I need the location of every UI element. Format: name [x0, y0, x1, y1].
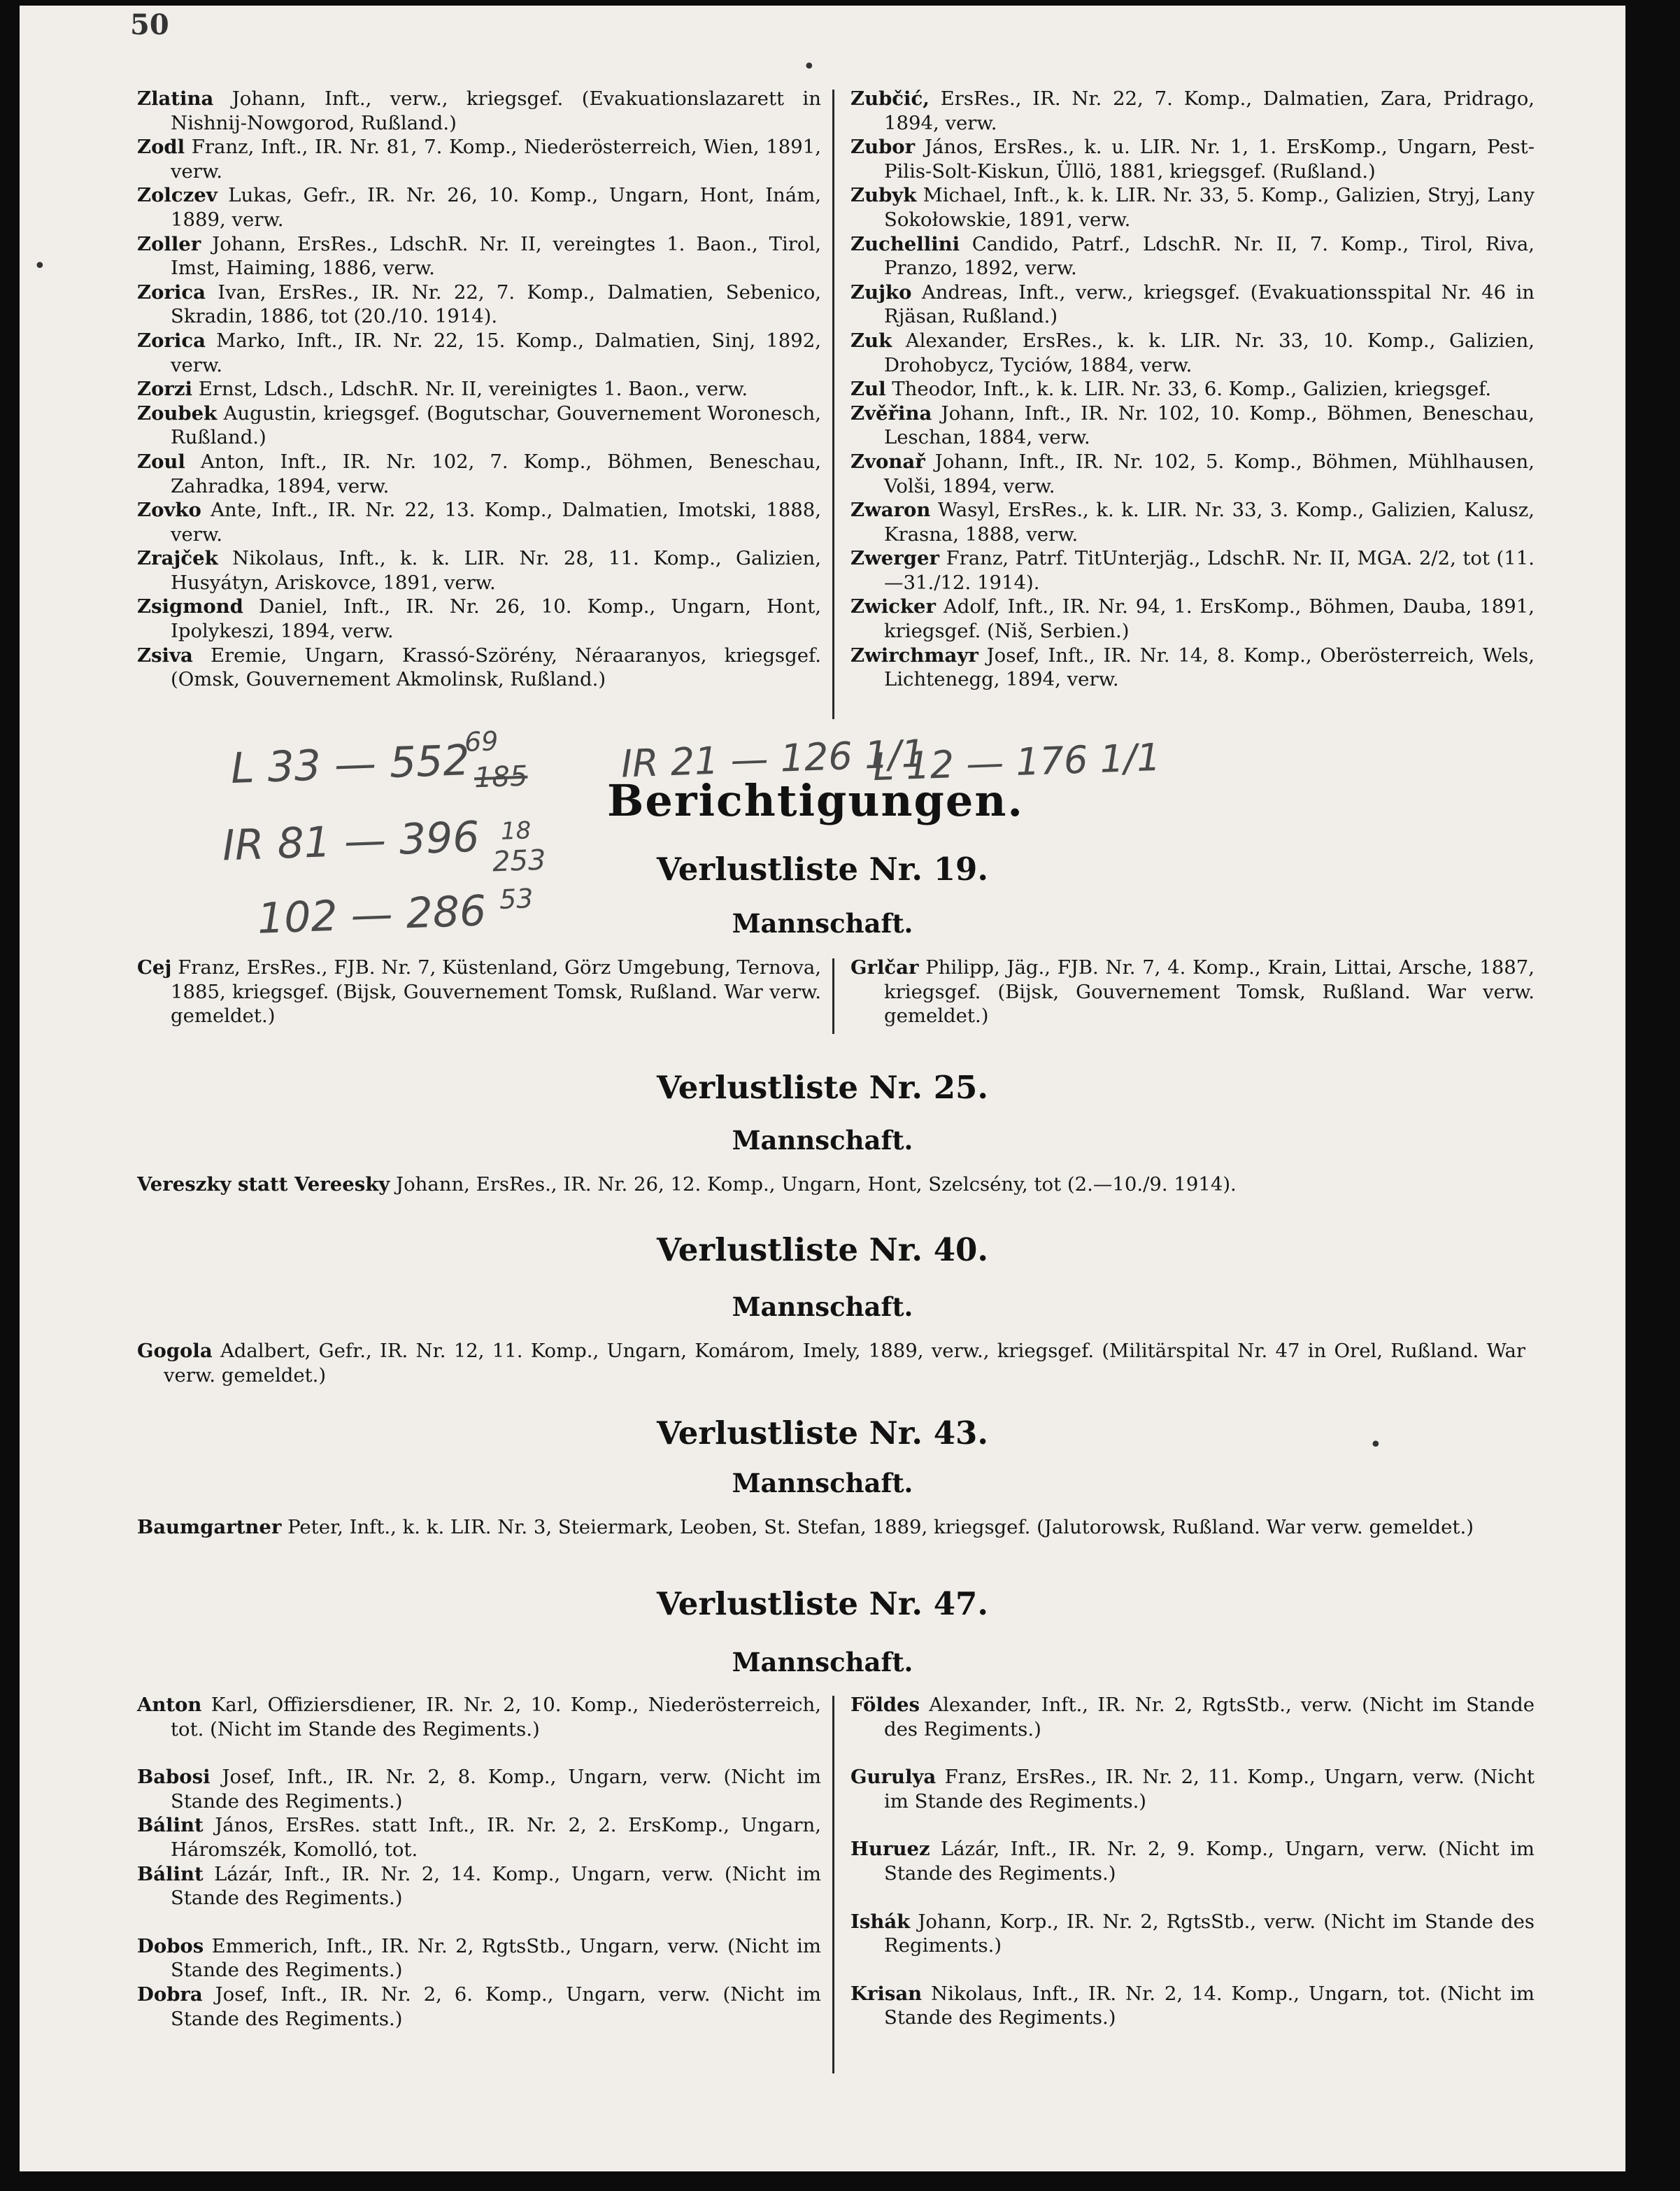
entry-text: Anton, Inft., IR. Nr. 102, 7. Komp., Böhmen, Beneschau, Zahradka, 1894, verw.	[171, 450, 822, 497]
entry-text: Philipp, Jäg., FJB. Nr. 7, 4. Komp., Krain, Littai, Arsche, 1887, kriegsgef. (Bijsk, Gouvernement Tomsk, Rußland. War verw. gemeldet.)	[884, 956, 1535, 1028]
entry-text: Candido, Patrf., LdschR. Nr. II, 7. Komp., Tirol, Riva, Pranzo, 1892, verw.	[884, 232, 1535, 280]
entry-text: Johann, ErsRes., IR. Nr. 26, 12. Komp., Ungarn, Hont, Szelcsény, tot (2.—10./9. 1914).	[396, 1173, 1237, 1196]
entry-text: Johann, Korp., IR. Nr. 2, RgtsStb., verw. (Nicht im Stande des Regiments.)	[884, 1910, 1535, 1957]
list-item	[850, 183, 1535, 232]
entry-text: Alexander, Inft., IR. Nr. 2, RgtsStb., verw. (Nicht im Stande des Regiments.)	[884, 1694, 1535, 1740]
section-title: Verlustliste Nr. 40.	[657, 1231, 988, 1268]
entry-text: Ivan, ErsRes., IR. Nr. 22, 7. Komp., Dalmatien, Sebenico, Skradin, 1886, tot (20./10. 1914).	[171, 281, 821, 328]
list-item	[850, 595, 1535, 643]
entry-text: Alexander, ErsRes., k. k. LIR. Nr. 33, 10. Komp., Galizien, Drohobycz, Tyciów, 1884, verw.	[884, 329, 1535, 376]
entry-text: Lázár, Inft., IR. Nr. 2, 14. Komp., Ungarn, verw. (Nicht im Stande des Regiments.)	[171, 1862, 821, 1910]
entry-name: Zoul	[137, 450, 185, 473]
entry-name: Zwerger	[850, 547, 939, 570]
entry-name: Krisan	[850, 1982, 923, 2005]
entry-text: Nikolaus, Inft., k. k. LIR. Nr. 28, 11. Komp., Galizien, Husyátyn, Ariskovce, 1891, verw.	[171, 547, 822, 594]
entry-name: Zrajček	[137, 547, 218, 570]
list-item	[137, 956, 821, 1028]
entry-name: Földes	[850, 1694, 920, 1716]
list-item	[137, 1765, 821, 1813]
list-item	[850, 232, 1535, 281]
list-item	[137, 87, 821, 135]
list-item	[850, 135, 1535, 183]
list-item	[137, 329, 821, 377]
page-number: 50	[130, 8, 169, 41]
scan-speck: •	[34, 254, 46, 278]
entry-text: Emmerich, Inft., IR. Nr. 2, RgtsStb., Ungarn, verw. (Nicht im Stande des Regiments.)	[171, 1934, 821, 1982]
top-left-column	[137, 87, 821, 692]
entry-name: Zodl	[137, 136, 185, 159]
entry-name: Zsiva	[137, 644, 193, 667]
list-item	[137, 450, 821, 498]
handwritten-note: 185	[474, 760, 529, 795]
s19-right-column	[850, 956, 1535, 1028]
entry-text: ErsRes., IR. Nr. 22, 7. Komp., Dalmatien, Zara, Pridrago, 1894, verw.	[884, 87, 1535, 134]
entry-text: Daniel, Inft., IR. Nr. 26, 10. Komp., Ungarn, Hont, Ipolykeszi, 1894, verw.	[171, 595, 821, 643]
list-item	[850, 329, 1535, 377]
list-item	[137, 1515, 1525, 1540]
entry-name: Zwirchmayr	[850, 644, 978, 667]
section-title: Verlustliste Nr. 47.	[657, 1585, 988, 1622]
list-item	[850, 1693, 1535, 1741]
list-item	[137, 498, 821, 546]
entry-text: Franz, Inft., IR. Nr. 81, 7. Komp., Niederösterreich, Wien, 1891, verw.	[171, 136, 822, 183]
entry-name: Zoubek	[137, 402, 218, 425]
list-item	[137, 135, 821, 183]
entry-text: Josef, Inft., IR. Nr. 14, 8. Komp., Oberösterreich, Wels, Lichtenegg, 1894, verw.	[884, 644, 1535, 691]
entry-name: Huruez	[850, 1838, 930, 1861]
handwritten-note: 69	[464, 725, 499, 758]
entry-text: Johann, ErsRes., LdschR. Nr. II, vereingtes 1. Baon., Tirol, Imst, Haiming, 1886, verw.	[171, 232, 821, 280]
entry-name: Zorica	[137, 281, 206, 304]
s19-left-column	[137, 956, 821, 1028]
entry-name: Zul	[850, 378, 886, 401]
entry-name: Zovko	[137, 499, 201, 522]
entry-name: Zvonař	[850, 450, 925, 473]
entry-text: Johann, Inft., IR. Nr. 102, 5. Komp., Böhmen, Mühlhausen, Volši, 1894, verw.	[884, 450, 1535, 497]
entry-text: Josef, Inft., IR. Nr. 2, 8. Komp., Ungarn, verw. (Nicht im Stande des Regiments.)	[171, 1766, 821, 1813]
column-divider	[832, 90, 834, 719]
section-subtitle: Mannschaft.	[732, 1647, 913, 1678]
list-item	[137, 377, 821, 402]
entry-name: Bálint	[137, 1814, 204, 1837]
entry-name: Zorzi	[137, 378, 192, 401]
entry-name: Cej	[137, 956, 172, 979]
s47-left-column	[137, 1693, 821, 2031]
entry-text: Michael, Inft., k. k. LIR. Nr. 33, 5. Komp., Galizien, Stryj, Lany Sokołowskie, 1891, verw.	[884, 184, 1535, 231]
top-right-column	[850, 87, 1535, 692]
entry-name: Zujko	[850, 281, 912, 304]
entry-text: Franz, Patrf. TitUnterjäg., LdschR. Nr. II, MGA. 2/2, tot (11.—31./12. 1914).	[884, 547, 1535, 594]
column-divider	[832, 1696, 834, 2073]
section-subtitle: Mannschaft.	[732, 1291, 913, 1322]
entry-text: Wasyl, ErsRes., k. k. LIR. Nr. 33, 3. Komp., Galizien, Kalusz, Krasna, 1888, verw.	[884, 499, 1535, 546]
handwritten-note: 253	[492, 844, 547, 879]
handwritten-note: L 12 — 176 1/1	[872, 735, 1162, 790]
entry-text: Peter, Inft., k. k. LIR. Nr. 3, Steiermark, Leoben, St. Stefan, 1889, kriegsgef. (Jalutorowsk, Rußland. War verw. gemeldet.)	[287, 1516, 1474, 1538]
list-item	[137, 1983, 821, 2031]
page-title: Berichtigungen.	[606, 775, 1025, 826]
list-item	[850, 1982, 1535, 2030]
entry-text: Karl, Offiziersdiener, IR. Nr. 2, 10. Komp., Niederösterreich, tot. (Nicht im Stande des Regiments.)	[171, 1694, 821, 1740]
list-item	[137, 1934, 821, 1983]
section-subtitle: Mannschaft.	[732, 1125, 913, 1156]
entry-text: Ante, Inft., IR. Nr. 22, 13. Komp., Dalmatien, Imotski, 1888, verw.	[171, 499, 822, 546]
list-item	[850, 546, 1535, 595]
list-item	[137, 595, 821, 643]
list-item	[137, 546, 821, 595]
list-item	[850, 377, 1535, 402]
s43-body	[137, 1515, 1525, 1540]
section-title: Verlustliste Nr. 43.	[657, 1414, 988, 1452]
list-item	[850, 498, 1535, 546]
list-item	[137, 644, 821, 692]
entry-name: Zvěřina	[850, 402, 932, 425]
entry-name: Bálint	[137, 1862, 204, 1885]
entry-text: Nikolaus, Inft., IR. Nr. 2, 14. Komp., Ungarn, tot. (Nicht im Stande des Regiments.)	[884, 1982, 1535, 2029]
entry-name: Anton	[137, 1694, 202, 1716]
entry-name: Zubor	[850, 136, 916, 159]
entry-text: Franz, ErsRes., FJB. Nr. 7, Küstenland, Görz Umgebung, Ternova, 1885, kriegsgef. (Bijsk, Gouvernement Tomsk, Rußland. War verw. gemeldet.)	[171, 956, 821, 1028]
section-title: Verlustliste Nr. 25.	[657, 1069, 988, 1106]
list-item	[137, 281, 821, 329]
handwritten-note: L 33 — 552	[229, 736, 471, 793]
list-item	[850, 1765, 1535, 1813]
entry-text: Franz, ErsRes., IR. Nr. 2, 11. Komp., Ungarn, verw. (Nicht im Stande des Regiments.)	[884, 1766, 1535, 1813]
handwritten-note: IR 21 — 126 1/1	[620, 731, 926, 786]
list-item	[137, 1172, 1525, 1197]
list-item	[850, 1837, 1535, 1885]
entry-name: Zsigmond	[137, 595, 243, 618]
list-item	[137, 183, 821, 232]
entry-text: Marko, Inft., IR. Nr. 22, 15. Komp., Dalmatien, Sinj, 1892, verw.	[171, 329, 821, 376]
entry-name: Zwaron	[850, 499, 931, 522]
scan-speck: •	[1369, 1433, 1382, 1457]
entry-name: Gogola	[137, 1340, 213, 1362]
column-divider	[832, 958, 834, 1034]
entry-text: János, ErsRes. statt Inft., IR. Nr. 2, 2. ErsKomp., Ungarn, Háromszék, Komolló, tot.	[171, 1814, 821, 1861]
entry-name: Zlatina	[137, 87, 214, 110]
handwritten-note: IR 81 — 396	[221, 812, 480, 871]
entry-text: Johann, Inft., IR. Nr. 102, 10. Komp., Böhmen, Beneschau, Leschan, 1884, verw.	[884, 402, 1535, 449]
list-item	[850, 87, 1535, 135]
entry-text: Adalbert, Gefr., IR. Nr. 12, 11. Komp., Ungarn, Komárom, Imely, 1889, verw., kriegsgef. (Militärspital Nr. 47 in Orel, Rußland. War verw. gemeldet.)	[164, 1340, 1525, 1387]
list-item	[137, 232, 821, 281]
s25-body	[137, 1172, 1525, 1197]
document-page	[20, 6, 1625, 2171]
list-item	[137, 1693, 821, 1741]
list-item	[850, 450, 1535, 498]
entry-name: Zolczev	[137, 184, 218, 207]
section-subtitle: Mannschaft.	[732, 908, 913, 939]
entry-text: János, ErsRes., k. u. LIR. Nr. 1, 1. ErsKomp., Ungarn, Pest-Pilis-Solt-Kiskun, Üllö, 1881, kriegsgef. (Rußland.)	[884, 136, 1535, 183]
list-item	[137, 1862, 821, 1910]
s40-body	[137, 1339, 1525, 1387]
entry-text: Josef, Inft., IR. Nr. 2, 6. Komp., Ungarn, verw. (Nicht im Stande des Regiments.)	[171, 1983, 821, 2030]
entry-text: Lukas, Gefr., IR. Nr. 26, 10. Komp., Ungarn, Hont, Inám, 1889, verw.	[171, 184, 821, 231]
list-item	[850, 402, 1535, 450]
entry-name: Gurulya	[850, 1766, 937, 1789]
handwritten-note: 18	[500, 816, 532, 846]
list-item	[850, 281, 1535, 329]
section-subtitle: Mannschaft.	[732, 1468, 913, 1498]
handwritten-note: 53	[499, 883, 534, 915]
entry-name: Baumgartner	[137, 1516, 282, 1538]
entry-text: Adolf, Inft., IR. Nr. 94, 1. ErsKomp., Böhmen, Dauba, 1891, kriegsgef. (Niš, Serbien.)	[884, 595, 1535, 643]
entry-name: Zwicker	[850, 595, 936, 618]
list-item	[137, 1813, 821, 1862]
section-title: Verlustliste Nr. 19.	[657, 851, 988, 888]
list-item	[850, 644, 1535, 692]
entry-text: Ernst, Ldsch., LdschR. Nr. II, vereinigtes 1. Baon., verw.	[198, 378, 748, 401]
entry-name: Dobos	[137, 1934, 204, 1957]
scan-speck: •	[803, 55, 816, 79]
entry-name: Zuk	[850, 329, 892, 352]
entry-name: Grlčar	[850, 956, 919, 979]
entry-text: Theodor, Inft., k. k. LIR. Nr. 33, 6. Komp., Galizien, kriegsgef.	[892, 378, 1492, 401]
entry-name: Zorica	[137, 329, 206, 352]
list-item	[850, 1910, 1535, 1958]
list-item	[137, 402, 821, 450]
list-item	[850, 956, 1535, 1028]
s47-right-column	[850, 1693, 1535, 2030]
list-item	[137, 1339, 1525, 1387]
entry-name: Zubyk	[850, 184, 917, 207]
entry-name: Zubčić,	[850, 87, 930, 110]
handwritten-note: 102 — 286	[256, 886, 487, 944]
entry-text: Johann, Inft., verw., kriegsgef. (Evakuationslazarett in Nishnij-Nowgorod, Rußland.)	[171, 87, 821, 134]
entry-text: Lázár, Inft., IR. Nr. 2, 9. Komp., Ungarn, verw. (Nicht im Stande des Regiments.)	[884, 1838, 1535, 1885]
entry-name: Dobra	[137, 1983, 203, 2006]
entry-text: Eremie, Ungarn, Krassó-Szörény, Néraaranyos, kriegsgef. (Omsk, Gouvernement Akmolinsk, Rußland.)	[171, 644, 821, 691]
entry-name: Zuchellini	[850, 232, 960, 255]
entry-text: Augustin, kriegsgef. (Bogutschar, Gouvernement Woronesch, Rußland.)	[171, 402, 821, 449]
entry-name: Vereszky statt Vereesky	[137, 1173, 390, 1196]
entry-name: Zoller	[137, 232, 201, 255]
entry-name: Babosi	[137, 1766, 211, 1789]
entry-name: Ishák	[850, 1910, 911, 1933]
entry-text: Andreas, Inft., verw., kriegsgef. (Evakuationsspital Nr. 46 in Rjäsan, Rußland.)	[884, 281, 1535, 328]
